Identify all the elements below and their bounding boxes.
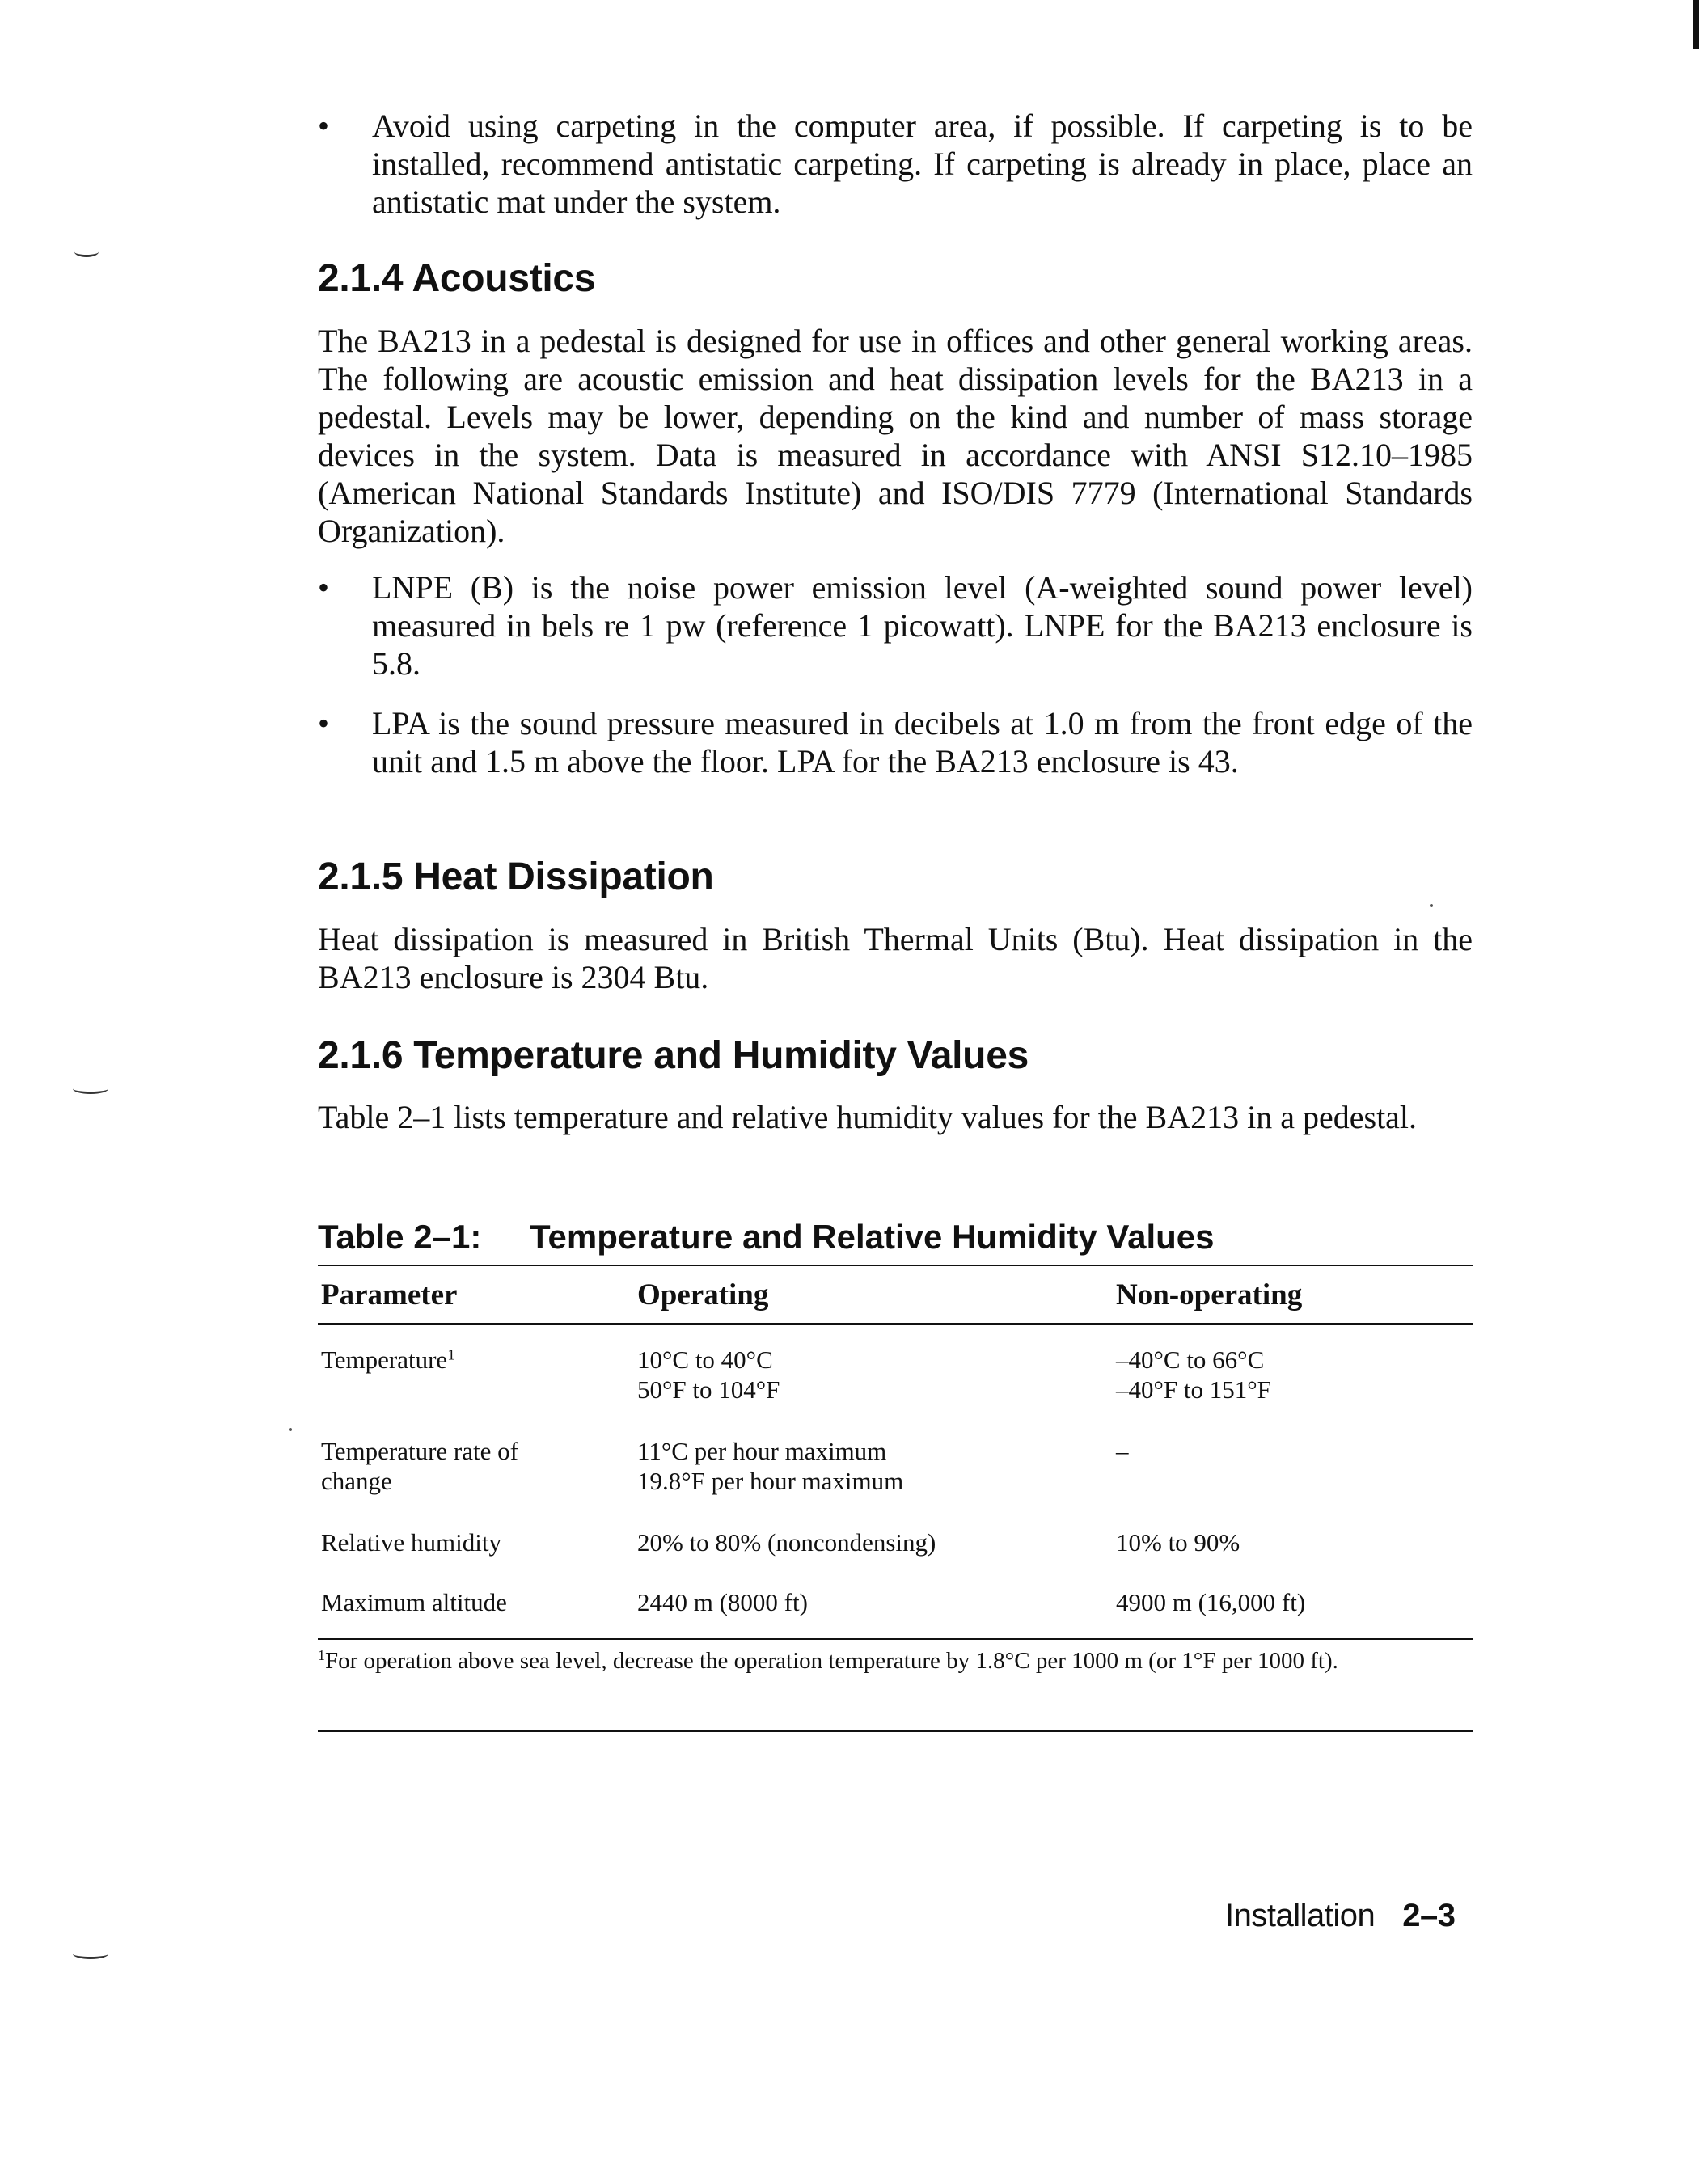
- table-header-parameter: Parameter: [321, 1278, 458, 1312]
- scan-speck: [289, 1428, 292, 1431]
- table-cell-operating: 11°C per hour maximum 19.8°F per hour maximum: [637, 1437, 904, 1495]
- section-heading-heat-dissipation: 2.1.5 Heat Dissipation: [318, 855, 714, 898]
- margin-mark: [73, 1084, 108, 1094]
- acoustics-paragraph: The BA213 in a pedestal is designed for use in offices and other general working areas. The following are acoustic emission and heat dissipation levels for the BA213 in a pedestal. Levels may be lower, depending on the kind and number of mass storage devices in the system. Data is measured in accordance with ANSI S12.10–1985 (American National Standards Institute) and ISO/DIS 7779 (International Standards Organization).: [318, 323, 1473, 549]
- temperature-paragraph: Table 2–1 lists temperature and relative humidity values for the BA213 in a pedestal.: [318, 1099, 1418, 1135]
- table-cell-operating: 20% to 80% (noncondensing): [637, 1528, 936, 1557]
- bullet-marker: •: [318, 705, 330, 741]
- table-cell-nonoperating: 4900 m (16,000 ft): [1116, 1588, 1306, 1616]
- table-cell-parameter: [321, 1345, 455, 1375]
- table-cell-parameter: Temperature rate of change: [321, 1437, 518, 1495]
- margin-mark: [73, 1949, 108, 1959]
- heat-paragraph: Heat dissipation is measured in British Thermal Units (Btu). Heat dissipation in the BA213 enclosure is 2304 Btu.: [318, 921, 1473, 995]
- table-cell-nonoperating: –40°C to 66°C –40°F to 151°F: [1116, 1345, 1271, 1404]
- acoustics-bullet-lnpe: LNPE (B) is the noise power emission level (A-weighted sound power level) measured in bels re 1 pw (reference 1 picowatt). LNPE for the BA213 enclosure is 5.8.: [372, 569, 1473, 682]
- scan-edge-mark: [1693, 0, 1699, 49]
- table-footnote: [318, 1646, 1473, 1675]
- cell-text: Temperature: [321, 1345, 448, 1374]
- table-caption: [318, 1216, 1215, 1258]
- table-header-nonoperating: Non-operating: [1116, 1278, 1303, 1312]
- bullet-marker: •: [318, 108, 330, 144]
- margin-mark: [74, 247, 99, 257]
- footnote-mark: 1: [318, 1647, 325, 1664]
- table-bottom-rule: [318, 1638, 1473, 1640]
- table-cell-nonoperating: –: [1116, 1437, 1129, 1465]
- acoustics-bullet-lpa: LPA is the sound pressure measured in decibels at 1.0 m from the front edge of the unit and 1.5 m above the floor. LPA for the BA213 enclosure is 43.: [372, 705, 1473, 779]
- page-footer: [1225, 1895, 1455, 1936]
- table-cell-parameter: Relative humidity: [321, 1528, 501, 1557]
- table-number: Table 2–1:: [318, 1218, 482, 1256]
- table-cell-parameter: Maximum altitude: [321, 1588, 507, 1616]
- page-number: 2–3: [1402, 1898, 1456, 1933]
- intro-bullet-text: Avoid using carpeting in the computer area, if possible. If carpeting is to be installed, recommend antistatic carpeting. If carpeting is already in place, place an antistatic mat under the system.: [372, 108, 1473, 220]
- table-top-rule: [318, 1265, 1473, 1266]
- footer-section-name: Installation: [1225, 1898, 1376, 1933]
- footnote-bottom-rule: [318, 1730, 1473, 1732]
- section-heading-acoustics: 2.1.4 Acoustics: [318, 257, 596, 300]
- table-header-rule: [318, 1323, 1473, 1325]
- footnote-text: For operation above sea level, decrease the operation temperature by 1.8°C per 1000 m (or 1°F per 1000 ft).: [324, 1648, 1338, 1674]
- table-cell-nonoperating: 10% to 90%: [1116, 1528, 1240, 1557]
- table-cell-operating: 2440 m (8000 ft): [637, 1588, 808, 1616]
- scan-speck: [1430, 904, 1433, 907]
- section-heading-temperature-humidity: 2.1.6 Temperature and Humidity Values: [318, 1034, 1029, 1077]
- table-title: Temperature and Relative Humidity Values: [530, 1218, 1215, 1256]
- bullet-marker: •: [318, 569, 330, 606]
- table-cell-operating: 10°C to 40°C 50°F to 104°F: [637, 1345, 780, 1404]
- table-header-operating: Operating: [637, 1278, 769, 1312]
- footnote-ref: 1: [447, 1346, 455, 1364]
